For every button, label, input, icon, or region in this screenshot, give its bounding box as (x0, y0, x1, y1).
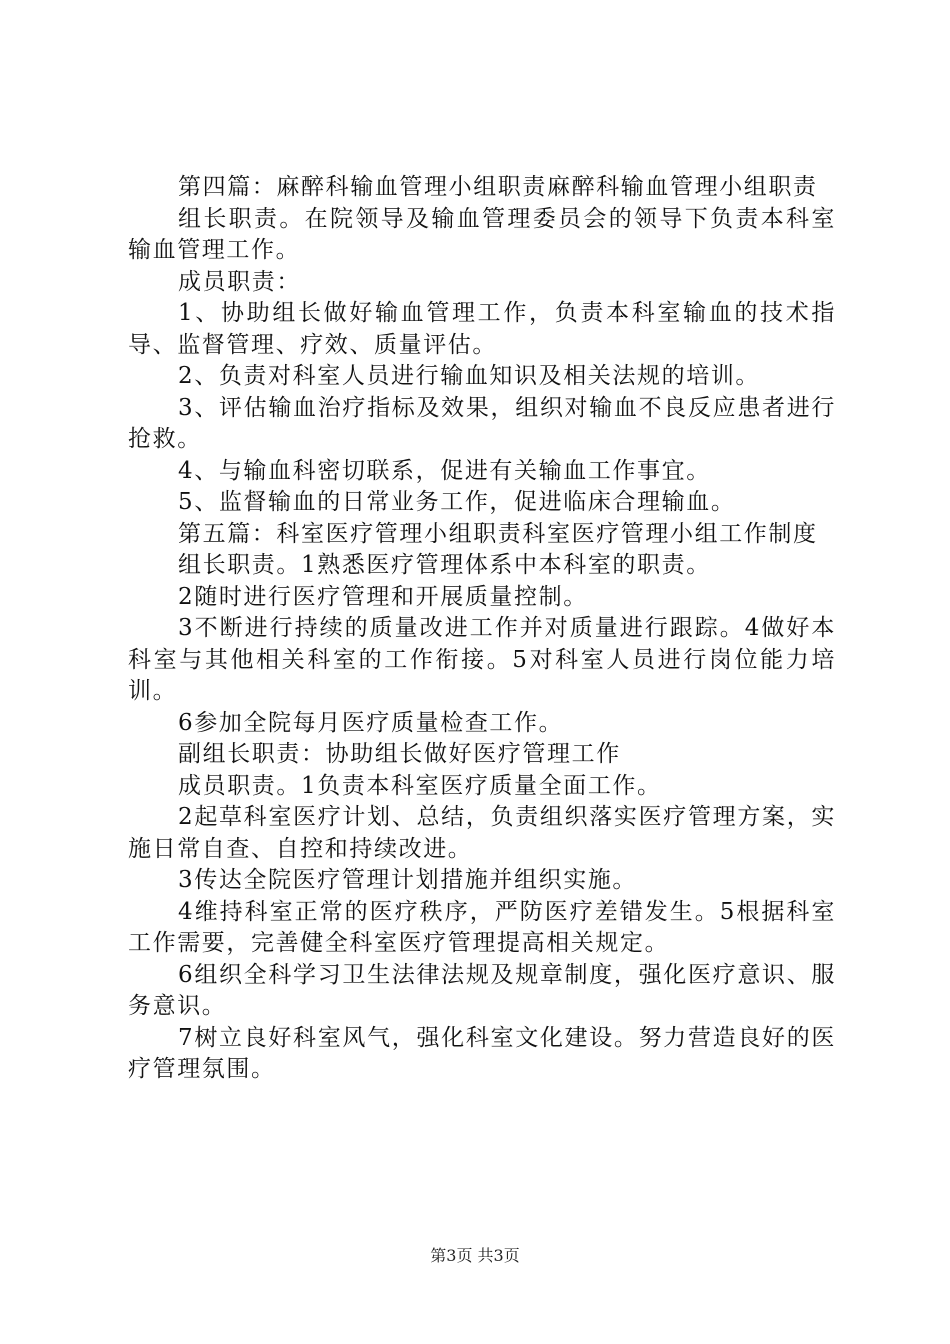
paragraph: 6组织全科学习卫生法律法规及规章制度，强化医疗意识、服务意识。 (128, 961, 836, 1019)
page-footer: 第3页 共3页 (430, 1246, 520, 1265)
paragraph-heading-5: 第五篇：科室医疗管理小组职责科室医疗管理小组工作制度 (178, 520, 818, 547)
paragraph-heading-4: 第四篇：麻醉科输血管理小组职责麻醉科输血管理小组职责 (178, 174, 818, 200)
paragraph: 7树立良好科室风气，强化科室文化建设。努力营造良好的医疗管理氛围。 (128, 1024, 836, 1082)
paragraph: 5、监督输血的日常业务工作，促进临床合理输血。 (178, 489, 736, 515)
paragraph: 2起草科室医疗计划、总结，负责组织落实医疗管理方案，实施日常自查、自控和持续改进。 (128, 804, 836, 862)
paragraph: 组长职责。1熟悉医疗管理体系中本科室的职责。 (178, 552, 711, 578)
paragraph: 3传达全院医疗管理计划措施并组织实施。 (178, 867, 638, 893)
paragraph: 组长职责。在院领导及输血管理委员会的领导下负责本科室输血管理工作。 (128, 205, 836, 263)
paragraph: 3、评估输血治疗指标及效果，组织对输血不良反应患者进行抢救。 (128, 394, 836, 452)
paragraph: 6参加全院每月医疗质量检查工作。 (178, 709, 564, 736)
paragraph: 1、协助组长做好输血管理工作，负责本科室输血的技术指导、监督管理、疗效、质量评估。 (128, 300, 836, 358)
paragraph: 4、与输血科密切联系，促进有关输血工作事宜。 (178, 457, 711, 484)
paragraph: 2随时进行医疗管理和开展质量控制。 (178, 583, 588, 610)
paragraph: 副组长职责：协助组长做好医疗管理工作 (178, 741, 621, 767)
paragraph: 4维持科室正常的医疗秩序，严防医疗差错发生。5根据科室工作需要，完善健全科室医疗管理提高相关规定。 (128, 898, 836, 956)
paragraph: 3不断进行持续的质量改进工作并对质量进行跟踪。4做好本科室与其他相关科室的工作衔接。5对科室人员进行岗位能力培训。 (128, 615, 836, 704)
paragraph: 成员职责。1负责本科室医疗质量全面工作。 (178, 772, 662, 799)
paragraph: 成员职责： (178, 268, 301, 295)
paragraph: 2、负责对科室人员进行输血知识及相关法规的培训。 (178, 363, 761, 389)
document-body (128, 172, 836, 1086)
